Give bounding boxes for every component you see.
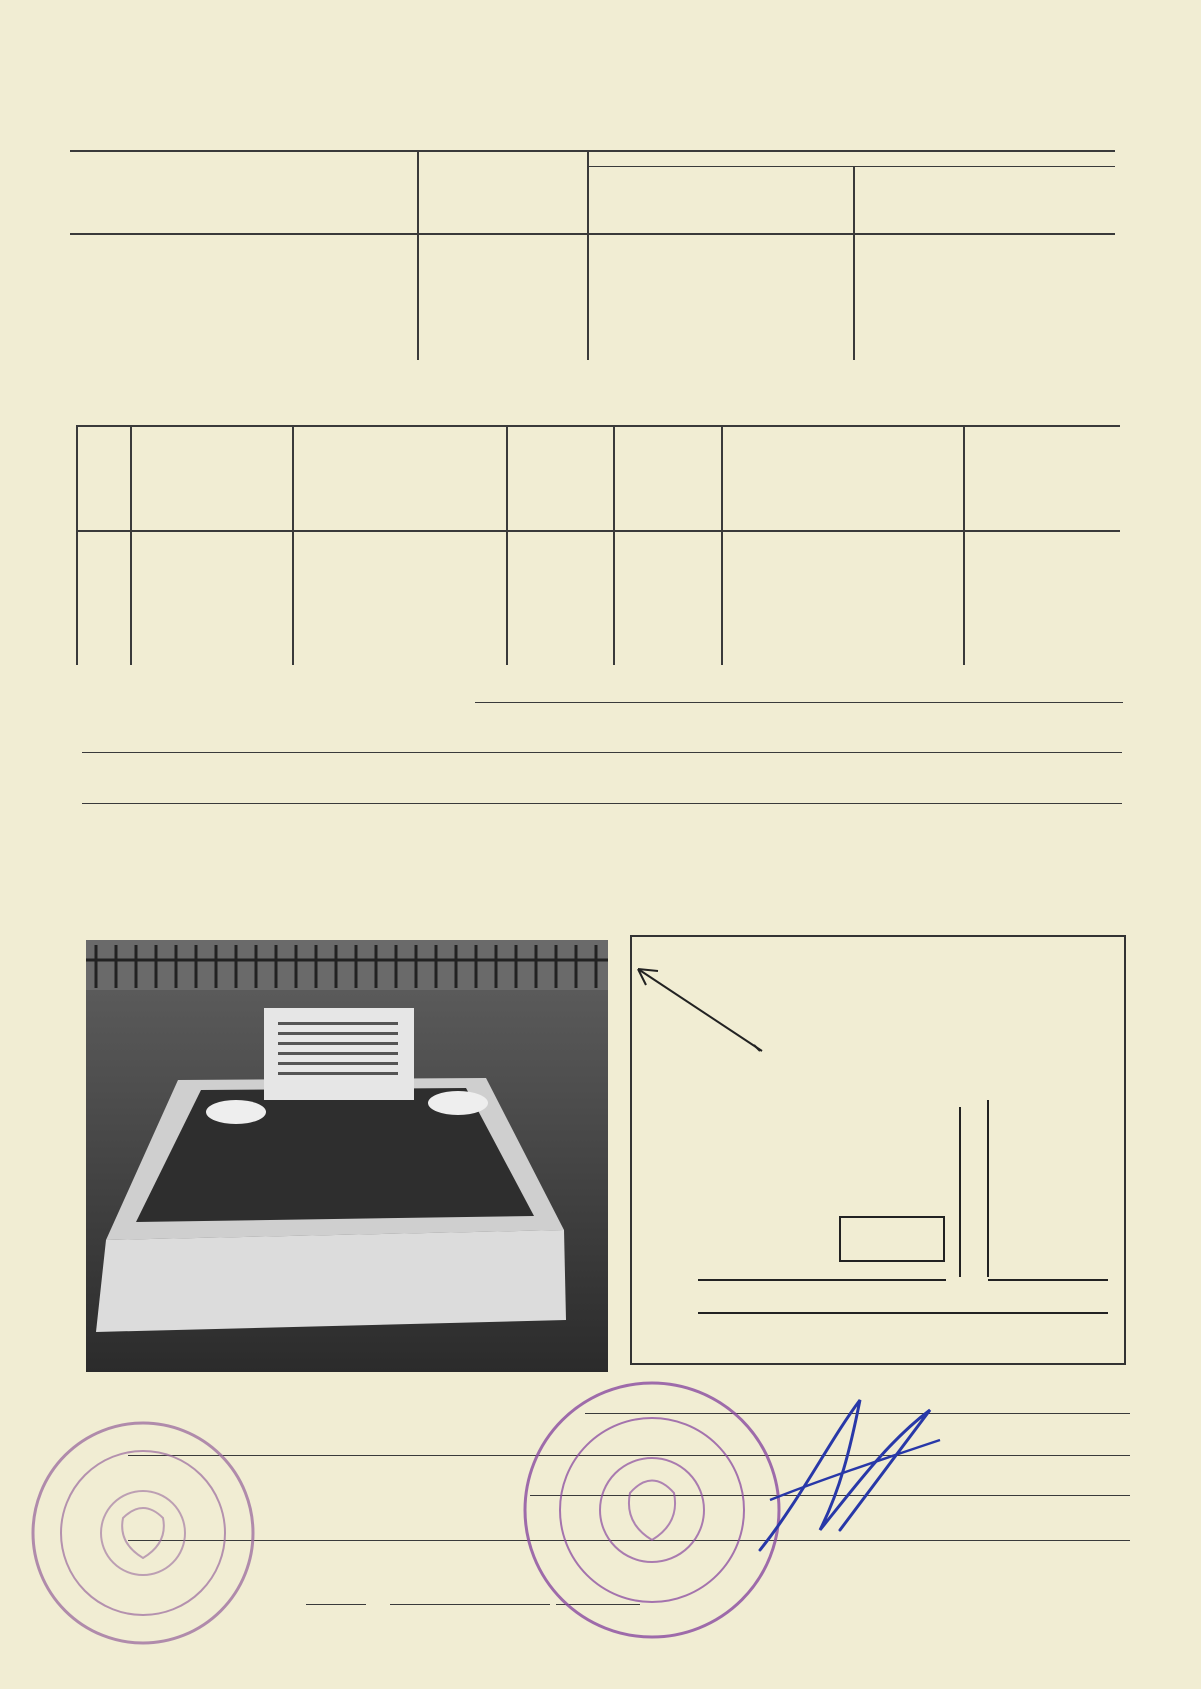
- north-arrow-icon: [638, 969, 762, 1051]
- section7-line-2: [82, 752, 1122, 753]
- flowers-left: [206, 1100, 266, 1124]
- burial-photo: [86, 940, 608, 1372]
- military-seal-stamp: [28, 1418, 258, 1648]
- section7-line-3: [82, 803, 1122, 804]
- grave-mark: [840, 1217, 944, 1261]
- table6-div-5: [721, 425, 723, 665]
- section7-line-1: [475, 702, 1123, 703]
- table6-div-3: [506, 425, 508, 665]
- table5-top-border: [70, 150, 1115, 152]
- location-scheme: [630, 935, 1130, 1367]
- table5-divider-1: [417, 150, 419, 360]
- table5-sub-border: [588, 166, 1115, 167]
- table6-div-6: [963, 425, 965, 665]
- emblem-icon: [122, 1508, 164, 1558]
- table6-div-2: [292, 425, 294, 665]
- table5-divider-2: [587, 150, 589, 360]
- flowers-right: [428, 1091, 488, 1115]
- signature-gorbunov: [740, 1380, 950, 1570]
- table6-div-1: [130, 425, 132, 665]
- table6-left-border: [76, 425, 78, 665]
- table6-div-4: [613, 425, 615, 665]
- table5-header-border: [70, 233, 1115, 235]
- date-day-line: [306, 1604, 366, 1605]
- emblem-icon: [629, 1481, 675, 1541]
- table5-divider-3: [853, 166, 855, 360]
- grave-front: [96, 1230, 566, 1332]
